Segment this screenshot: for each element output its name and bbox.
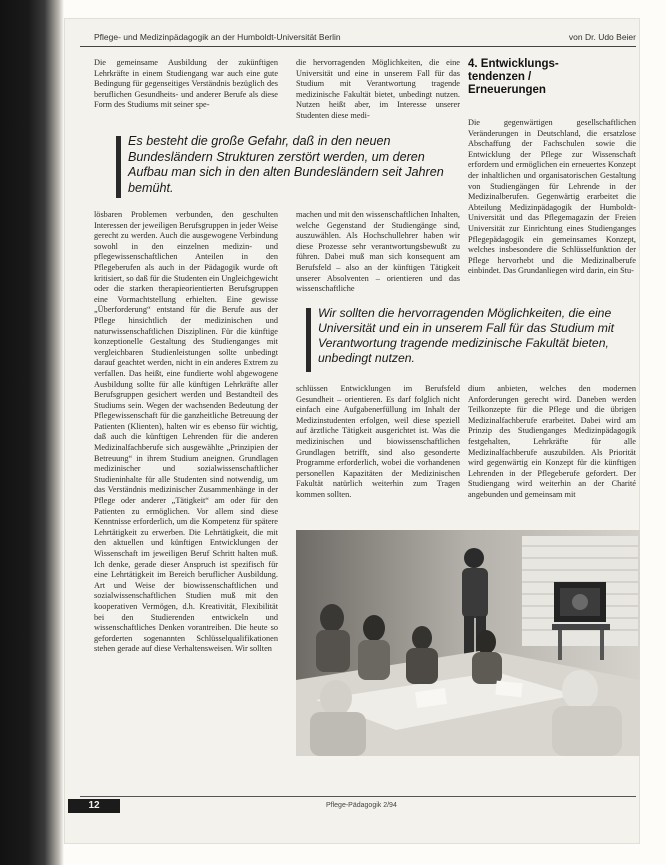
column-middle-lower (296, 384, 460, 524)
paragraph: lösbaren Problemen verbunden, den geschulten Interessen der jeweiligen Berufsgruppen in jeder Weise gerecht zu werden. Auch die ausgewogene Verbindung sowohl in den einzelnen medizin- und pflegewissenschaftlichen Anteilen in den Pflegeberufen als auch in der Pädagogik wurde oft kritisiert, so daß für die Studenten ein Ungleichgewicht oder die starken therapieorientierten Berufsgruppen eine Vormachtstellung erhielten. Eine gewisse „Überforderung“ entstand für die Berufe aus der Pflege hinsichtlich der medizinischen und naturwissenschaftlichen Disziplinen. Für die künftige konzeptionelle Gestaltung des Studienganges mit vergleichbaren Studienleistungen sollte unbedingt darauf geachtet werden, nicht in ein anderes Extrem zu verfallen. Das heißt, eine fundierte wohl abgewogene Ausbildung sollte für alle künftigen Lehrkräfte aller Berufsgruppen gesichert werden und Bestandteil des Studiums sein. Wegen der wachsenden Bedeutung der Pflegewissenschaft für die ganzheitliche Betreuung der Patienten (Klienten), halten wir es ebenso für wichtig, daß auch die künftigen Lehrenden für die anderen Medizinalfachberufe sich ausgewählte „Prinzipien der Betreuung“ in ihrem Studium aneignen. Grundlagen medizinischer und sozialwissenschaftlicher Studieninhalte für alle Studenten sind notwendig, um das Verständnis medizinischer Zusammenhänge in der Pflege oder anderer „Tätigkeit“ am oder für den Patienten zu ermöglichen. Vor allem sind diese Kenntnisse erforderlich, um die Kompetenz für spätere Lehrtätigkeit zu erwerben. Die Lehrtätigkeit, die mit den aktuellen und künftigen Entwicklungen der Wissenschaft im jeweiligen Beruf Schritt halten muß. Ich denke, gerade dieser Anspruch ist spezifisch für eine Lehrtätigkeit im Bereich beruflicher Ausbildung. Art und Weise der biowissenschaftlichen und sozialwissenschaftlichen Studien muß mit den kooperativen Vermögen, d.h. Kreativität, Flexibilität bei den Studierenden entwickeln und wissenschaftliches Denken vorantreiben. Die heute so geforderten sogenannten Schlüsselqualifikationen stehen gerade auf diese Verhaltensweisen. Wir sollten (94, 210, 278, 654)
paragraph: Die gemeinsame Ausbildung der zukünftigen Lehrkräfte in einem Studiengang war auch eine gute Bedingung für gegenseitiges Verständnis bezüglich des beruflichen Gesundheits- und anderer Berufe als diese Form des Studiums mit seiner spe- (94, 58, 278, 110)
paragraph: dium anbieten, welches den modernen Anforderungen gerecht wird. Daneben werden Teilkonzepte für die Pflege und die übrigen Medizinalfachberufe erarbeitet. Dabei wird am Prinzip des Studienganges Medizinpädagogik festgehalten, Lehrkräfte für alle Medizinalfachberufe auszubilden. Als Priorität wird gegenwärtig ein Konzept für die künftigen Lehrenden in der Pflegeberufe gefordert. Der Studiengang wird weiterhin an der Charité angebunden und gemeinsam mit (468, 384, 636, 499)
pull-quote-text: Es besteht die große Gefahr, daß in den neuen Bundesländern Strukturen zerstört werden, um deren Aufbau man sich in den alten Bundesländern seit Jahren bemüht. (128, 134, 444, 195)
section-heading: 4. Entwicklungs- tendenzen / Erneuerungen (468, 58, 559, 96)
header-rule (80, 46, 636, 47)
page-number: 12 (68, 799, 120, 813)
column-left (94, 210, 278, 794)
classroom-photo (296, 530, 640, 756)
running-title: Pflege- und Medizinpädagogik an der Humboldt-Universität Berlin (94, 32, 341, 42)
paragraph: machen und mit den wissenschaftlichen Inhalten, welche Gegenstand der Studiengänge sind, auszuwählen. Als Hochschullehrer haben wir diese Prozesse sehr verantwortungsbewußt zu führen. Dabei muß man sich konsequent am Berufsfeld – also an der künftigen Tätigkeit unserer Absolventen – orientieren und das wissenschaftliche (296, 210, 460, 294)
column-middle-upper (296, 210, 460, 302)
column-top-left (94, 58, 278, 132)
paragraph: schlüssen Entwicklungen im Berufsfeld Gesundheit – orientieren. Es darf folglich nicht einfach eine Aufgabenerfüllung im Inhalt der Medizinstudenten erfolgen, weil diese speziell auf ärztliche Tätigkeit ausgerichtet ist. Was die medizinischen und biowissenschaftlichen Grundlagen betrifft, sind also gesonderte Programme erforderlich, wobei die vorhandenen personellen Kapazitäten der Medizinischen Fakultät natürlich weiterhin zum Tragen kommen sollten. (296, 384, 460, 499)
pull-quote (306, 306, 636, 378)
pull-quote-text: Wir sollten die hervorragenden Möglichkeiten, die eine Universität und ein in unserem Fall für das Studium mit Verantwortung tragende medizinische Fakultät bieten, unbedingt nutzen. (318, 306, 615, 365)
pull-quote-bar (116, 136, 121, 198)
pull-quote-bar (306, 308, 311, 372)
paragraph: Die gegenwärtigen gesellschaftlichen Veränderungen in Deutschland, die ersatzlose Abschaffung der Fachschulen sowie die Entwicklung der Pflege zur Wissenschaft erfordern und ermöglichen ein erneuertes Konzept der inhaltlichen und organisatorischen Gestaltung von Studiengängen für Lehrende in der Medizinalberufen. Gegenwärtig erarbeitet die Abteilung Medizinpädagogik der Humboldt-Universität und das Pflegemagazin der Freien Universität zur Einrichtung eines Studienganges Pflegepädagogik ein gemeinsames Konzept, welches insbesondere die Schlüsselfunktion der Pflege hervorhebt und die Medizinalberufe einbindet. Das Grundanliegen wird darin, ein Stu- (468, 118, 636, 276)
footer-rule (80, 796, 636, 797)
classroom-photo-image (296, 530, 640, 756)
column-right-lower (468, 384, 636, 524)
book-binding-shadow (0, 0, 64, 865)
publication-footer: Pflege-Pädagogik 2/94 (326, 802, 397, 809)
column-right-top (468, 118, 636, 302)
running-author: von Dr. Udo Beier (568, 32, 636, 42)
column-top-middle (296, 58, 460, 132)
paragraph: die hervorragenden Möglichkeiten, die eine Universität und eine in unserem Fall für das Studium mit Verantwortung tragende medizinische Fakultät bietet, unbedingt nutzen. Nutzen heißt aber, im Interesse unserer Studenten diese medi- (296, 58, 460, 120)
pull-quote (116, 134, 464, 204)
